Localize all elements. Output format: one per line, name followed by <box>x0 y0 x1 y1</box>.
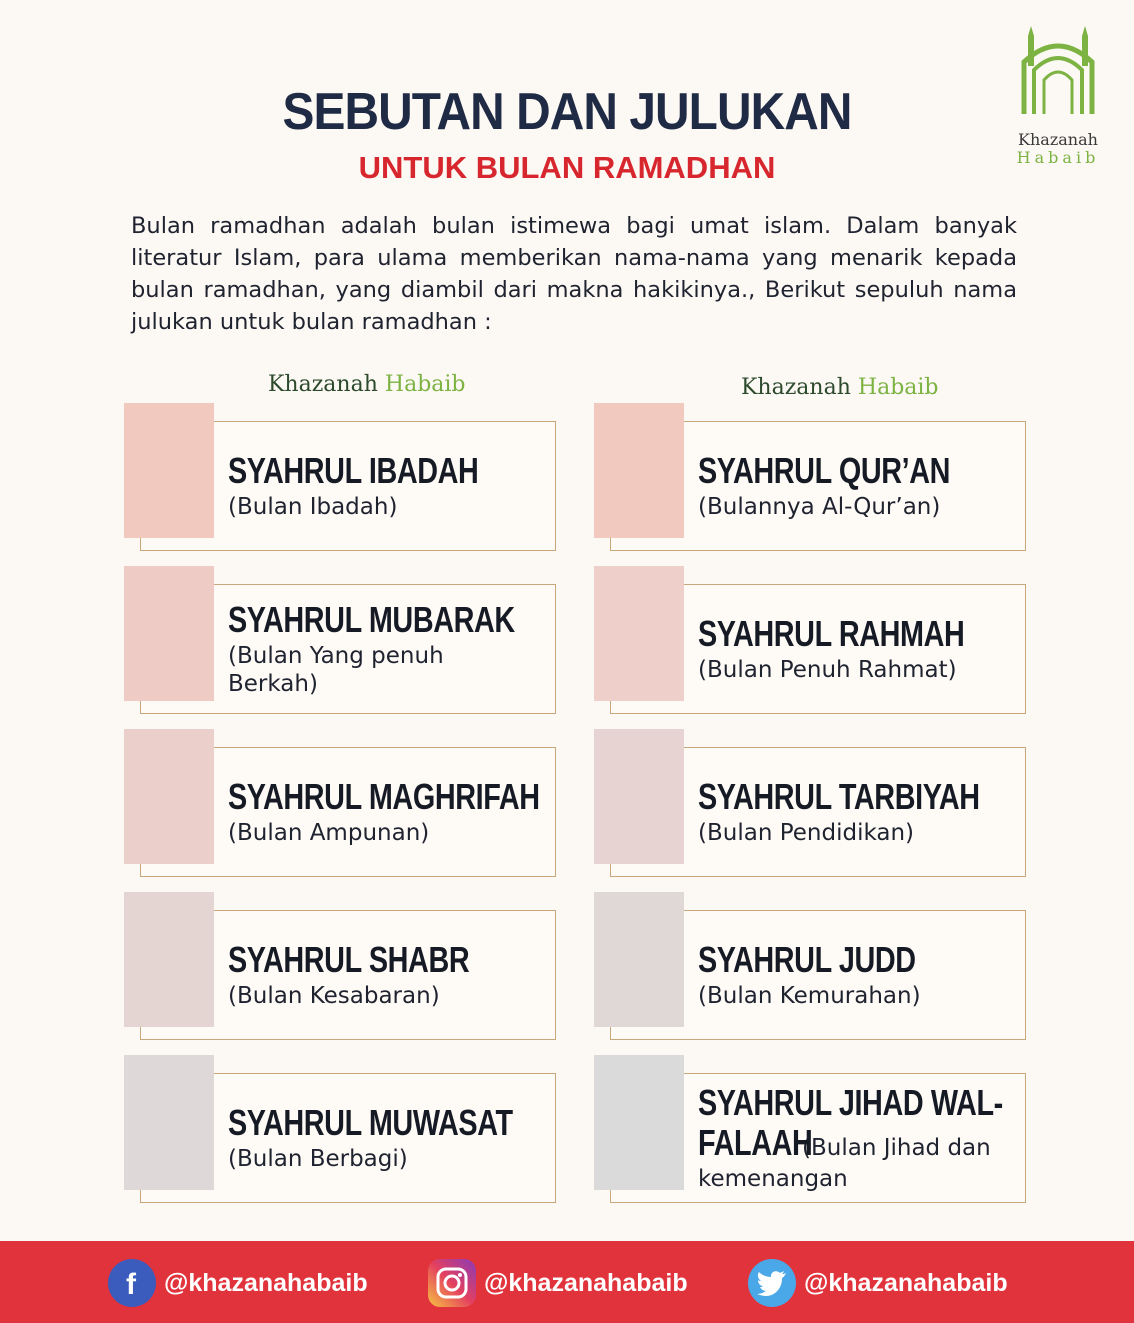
card-title: SYAHRUL SHABR <box>228 939 470 980</box>
name-card <box>594 729 1026 877</box>
page-subtitle: UNTUK BULAN RAMADHAN <box>358 150 776 185</box>
card-meaning: (Bulan Berbagi) <box>228 1146 408 1172</box>
card-title-line2: FALAAH <box>698 1122 813 1163</box>
card-swatch <box>594 892 684 1027</box>
intro-paragraph: Bulan ramadhan adalah bulan istimewa bagi umat islam. Dalam banyak literatur Islam, para ulama memberikan nama-nama yang menarik kepada bulan ramadhan, yang diambil dari makna hakikinya., Berikut sepuluh nama julukan untuk bulan ramadhan : <box>131 213 1017 335</box>
name-card <box>594 566 1026 714</box>
watermark-right <box>741 375 939 400</box>
logo-word-habaib: Habaib <box>1016 148 1100 167</box>
instagram-handle: @khazanahabaib <box>484 1268 688 1297</box>
card-meaning: (Bulan Yang penuh Berkah) <box>228 643 444 697</box>
card-swatch <box>594 566 684 701</box>
card-title: SYAHRUL JUDD <box>698 939 916 980</box>
card-meaning: (Bulan Jihad dan <box>802 1135 991 1161</box>
name-card <box>124 892 556 1040</box>
name-card <box>124 1055 556 1203</box>
twitter-icon <box>748 1259 796 1307</box>
card-title: SYAHRUL MUWASAT <box>228 1102 513 1143</box>
facebook-icon <box>108 1259 156 1307</box>
card-swatch <box>594 729 684 864</box>
watermark-word1: Khazanah <box>741 375 851 400</box>
instagram-link[interactable] <box>428 1259 688 1307</box>
twitter-link[interactable] <box>748 1259 1008 1307</box>
twitter-handle: @khazanahabaib <box>804 1268 1008 1297</box>
card-meaning: (Bulan Ampunan) <box>228 820 430 846</box>
card-swatch <box>594 1055 684 1190</box>
instagram-icon <box>428 1259 476 1307</box>
card-title: SYAHRUL JIHAD WAL- <box>698 1082 1003 1123</box>
name-card <box>124 729 556 877</box>
name-card <box>124 566 556 714</box>
watermark-word2: Habaib <box>857 375 939 400</box>
card-meaning: (Bulan Ibadah) <box>228 494 398 520</box>
card-swatch <box>124 566 214 701</box>
card-title: SYAHRUL MAGHRIFAH <box>228 776 540 817</box>
facebook-link[interactable] <box>108 1259 368 1307</box>
card-title: SYAHRUL TARBIYAH <box>698 776 980 817</box>
card-meaning: (Bulannya Al-Qur’an) <box>698 494 941 520</box>
facebook-handle: @khazanahabaib <box>164 1268 368 1297</box>
card-title: SYAHRUL QUR’AN <box>698 450 951 491</box>
card-swatch <box>124 729 214 864</box>
card-title: SYAHRUL MUBARAK <box>228 599 515 640</box>
page-title: SEBUTAN DAN JULUKAN <box>282 83 852 141</box>
card-title: SYAHRUL IBADAH <box>228 450 479 491</box>
card-meaning: (Bulan Pendidikan) <box>698 820 915 846</box>
card-title: SYAHRUL RAHMAH <box>698 613 965 654</box>
card-swatch <box>124 892 214 1027</box>
card-meaning: (Bulan Kemurahan) <box>698 983 921 1009</box>
watermark-word1: Khazanah <box>268 372 378 397</box>
card-meaning: (Bulan Kesabaran) <box>228 983 440 1009</box>
card-swatch <box>124 403 214 538</box>
card-meaning: (Bulan Penuh Rahmat) <box>698 657 957 683</box>
card-meaning-cont: kemenangan <box>698 1166 848 1192</box>
name-card <box>594 403 1026 551</box>
watermark-word2: Habaib <box>384 372 466 397</box>
footer-bar <box>0 1241 1134 1323</box>
name-card <box>594 1055 1026 1203</box>
logo-word-khazanah: Khazanah <box>1018 130 1098 149</box>
watermark-left <box>268 372 466 397</box>
card-swatch <box>124 1055 214 1190</box>
card-swatch <box>594 403 684 538</box>
svg-text:f: f <box>126 1268 136 1298</box>
name-card <box>594 892 1026 1040</box>
name-card <box>124 403 556 551</box>
